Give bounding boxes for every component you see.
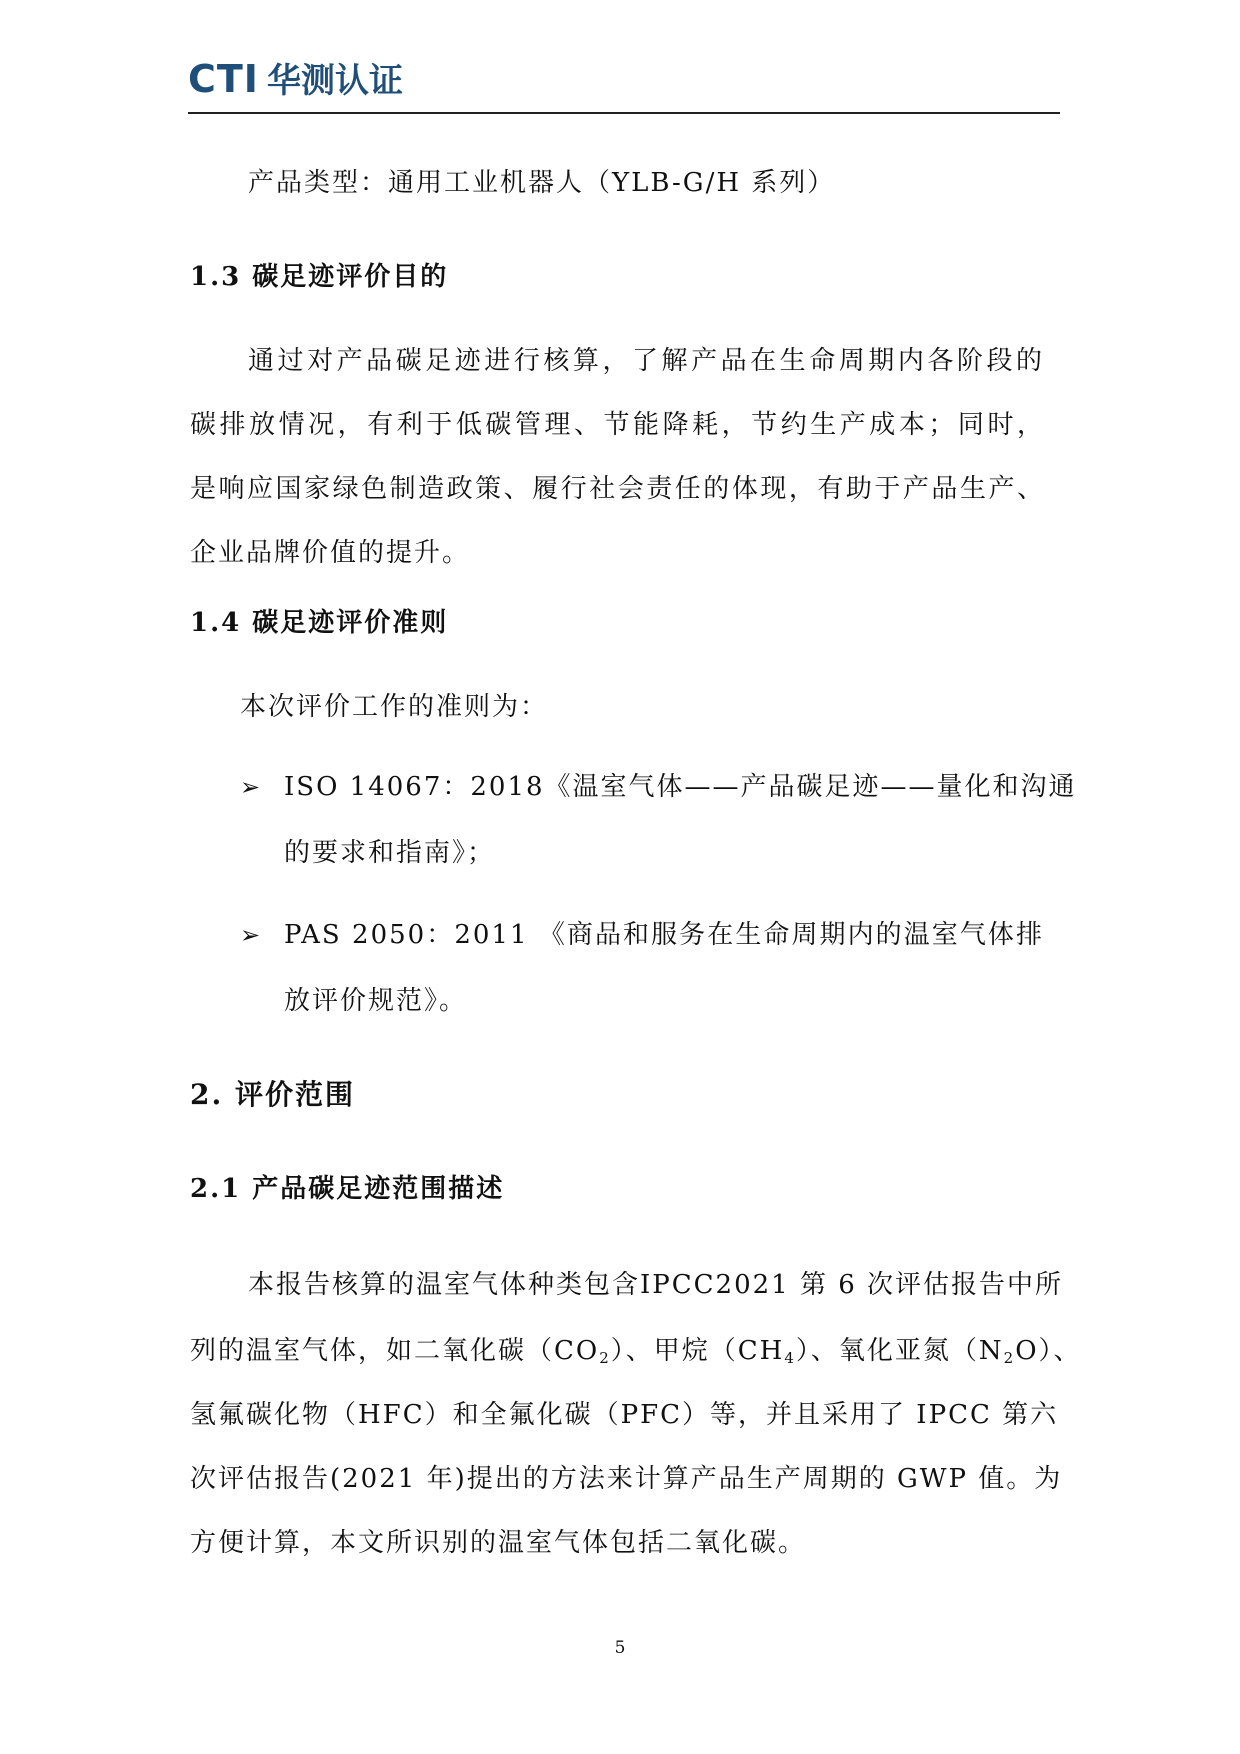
section-2-1-paragraph-line: 氢氟碳化物（HFC）和全氟化碳（PFC）等，并且采用了 IPCC 第六 — [190, 1400, 1059, 1430]
section-1-4-intro: 本次评价工作的准则为： — [240, 692, 549, 722]
section-1-3-paragraph-line: 碳排放情况，有利于低碳管理、节能降耗，节约生产成本；同时， — [190, 410, 1045, 440]
section-2-heading: 2. 评价范围 — [190, 1078, 355, 1111]
section-1-3-paragraph-line: 企业品牌价值的提升。 — [190, 538, 471, 568]
bullet-item-line: PAS 2050：2011 《商品和服务在生命周期内的温室气体排 — [284, 920, 1044, 950]
header-divider — [188, 112, 1060, 114]
section-1-3-paragraph-line: 是响应国家绿色制造政策、履行社会责任的体现，有助于产品生产、 — [190, 474, 1045, 504]
section-2-1-paragraph-line: 次评估报告(2021 年)提出的方法来计算产品生产周期的 GWP 值。为 — [190, 1464, 1063, 1494]
bullet-item-line: 放评价规范》。 — [284, 986, 468, 1016]
bullet-item-line: 的要求和指南》； — [284, 838, 496, 868]
company-logo — [188, 57, 403, 101]
product-type-line: 产品类型：通用工业机器人（YLB-G/H 系列） — [248, 168, 836, 198]
section-1-3-paragraph-line: 通过对产品碳足迹进行核算，了解产品在生命周期内各阶段的 — [248, 346, 1044, 376]
bullet-arrow-icon: ➢ — [240, 773, 261, 801]
text-fragment: ）、甲烷（CH — [610, 1336, 785, 1366]
text-fragment: 列的温室气体，如二氧化碳（CO — [190, 1336, 600, 1366]
page-number: 5 — [614, 1638, 626, 1658]
subscript: 2 — [599, 1349, 611, 1367]
section-2-1-paragraph-line: 本报告核算的温室气体种类包含IPCC2021 第 6 次评估报告中所 — [248, 1270, 1064, 1300]
bullet-item-line: ISO 14067：2018《温室气体——产品碳足迹——量化和沟通 — [284, 772, 1077, 802]
text-fragment: ）、氧化亚氮（N — [795, 1336, 1004, 1366]
page-header — [188, 38, 403, 101]
section-2-1-paragraph-line — [190, 1334, 1082, 1368]
subscript: 2 — [1003, 1349, 1016, 1367]
logo-latin-text: CTI — [188, 57, 259, 101]
section-2-1-heading: 2.1 产品碳足迹范围描述 — [190, 1174, 505, 1204]
text-fragment: O）、 — [1015, 1336, 1082, 1366]
section-2-1-paragraph-line: 方便计算，本文所识别的温室气体包括二氧化碳。 — [190, 1528, 807, 1558]
subscript: 4 — [784, 1349, 796, 1367]
section-1-4-heading: 1.4 碳足迹评价准则 — [190, 608, 449, 638]
bullet-arrow-icon: ➢ — [240, 921, 261, 949]
section-1-3-heading: 1.3 碳足迹评价目的 — [190, 262, 449, 292]
logo-chinese-text: 华测认证 — [266, 61, 403, 101]
